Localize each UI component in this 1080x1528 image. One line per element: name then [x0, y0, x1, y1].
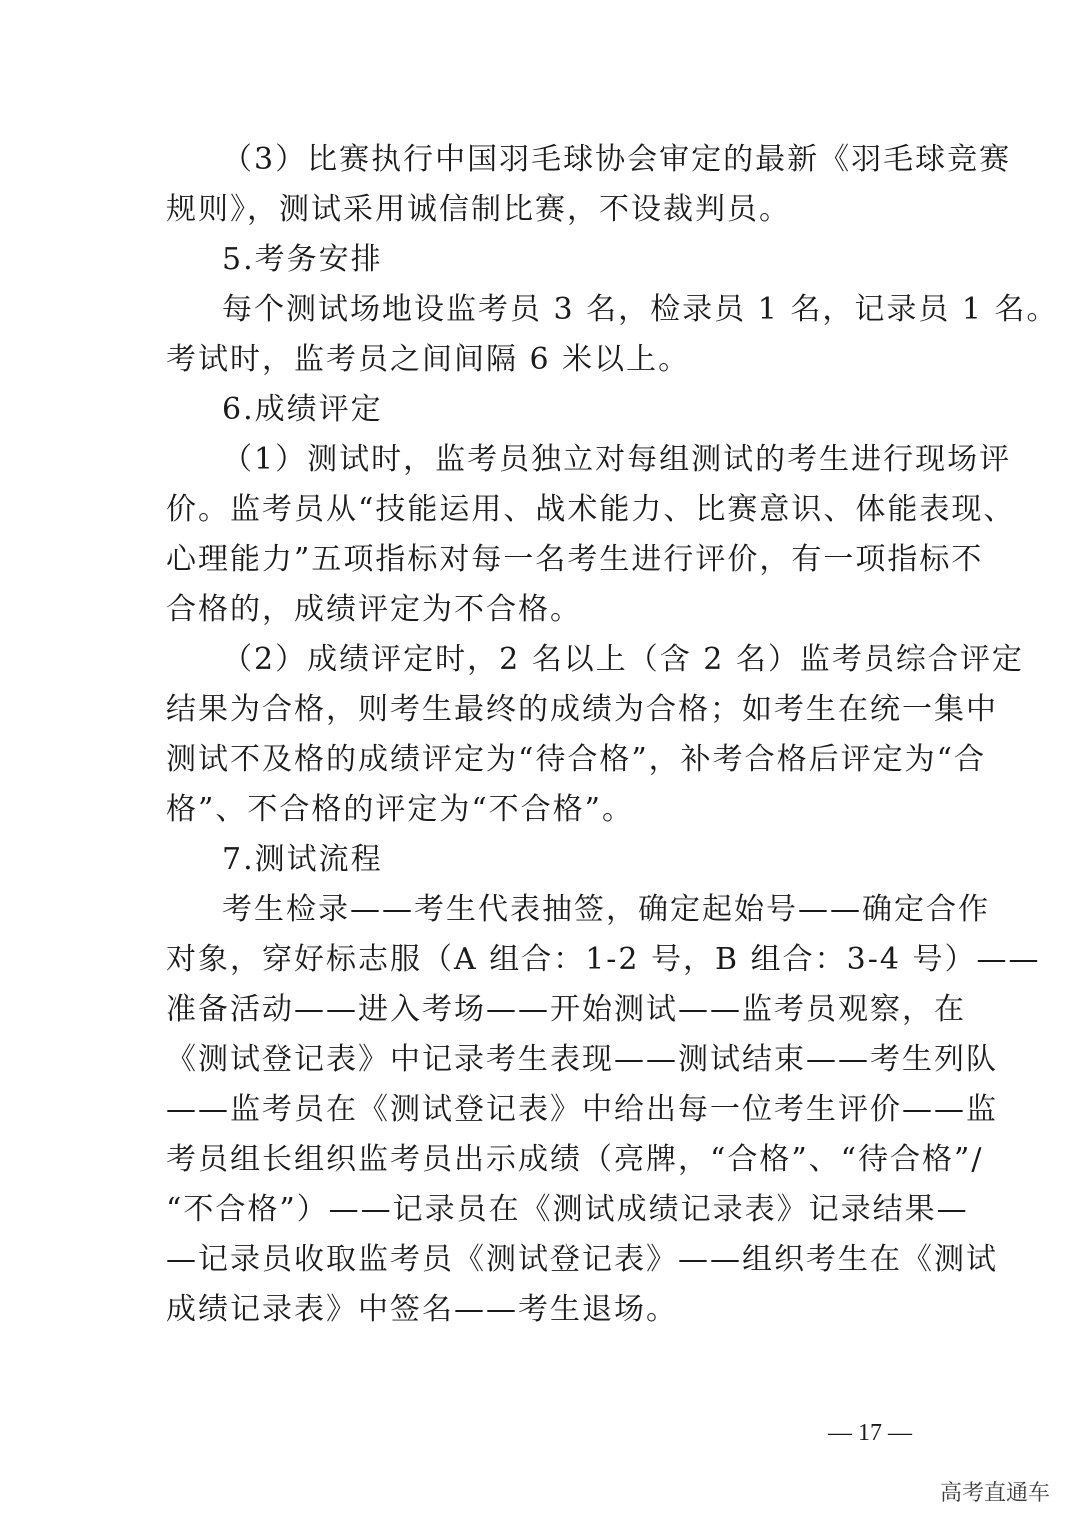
paragraph-line: 格”、不合格的评定为“不合格”。 [166, 792, 635, 827]
paragraph-line: 合格的，成绩评定为不合格。 [166, 592, 582, 627]
paragraph-line: “不合格”）——记录员在《测试成绩记录表》记录结果— [166, 1192, 969, 1227]
watermark-text: 高考直通车 [939, 1481, 1050, 1506]
paragraph-line: 规则》，测试采用诚信制比赛，不设裁判员。 [166, 192, 791, 227]
paragraph-line: 准备活动——进入考场——开始测试——监考员观察，在 [166, 992, 966, 1027]
paragraph-line: 结果为合格，则考生最终的成绩为合格；如考生在统一集中 [166, 692, 998, 727]
paragraph-line: ——监考员在《测试登记表》中给出每一位考生评价——监 [166, 1092, 998, 1127]
paragraph-line: 心理能力”五项指标对每一名考生进行评价，有一项指标不 [166, 542, 984, 577]
paragraph-line: （2）成绩评定时，2 名以上（含 2 名）监考员综合评定 [222, 642, 1024, 677]
paragraph-line: （3）比赛执行中国羽毛球协会审定的最新《羽毛球竞赛 [222, 142, 1012, 177]
paragraph-line: 考生检录——考生代表抽签，确定起始号——确定合作 [222, 892, 990, 927]
paragraph-line: 每个测试场地设监考员 3 名，检录员 1 名，记录员 1 名。 [222, 292, 1059, 327]
section-heading: 5.考务安排 [222, 242, 383, 277]
paragraph-line: 《测试登记表》中记录考生表现——测试结束——考生列队 [166, 1042, 998, 1077]
paragraph-line: 价。监考员从“技能运用、战术能力、比赛意识、体能表现、 [166, 492, 1016, 527]
paragraph-line: （1）测试时，监考员独立对每组测试的考生进行现场评 [222, 442, 1012, 477]
paragraph-line: 测试不及格的成绩评定为“待合格”，补考合格后评定为“合 [166, 742, 987, 777]
page-number: — 17 — [828, 1420, 912, 1446]
paragraph-line: 考试时，监考员之间间隔 6 米以上。 [166, 342, 691, 377]
section-heading: 7.测试流程 [222, 842, 383, 877]
paragraph-line: —记录员收取监考员《测试登记表》——组织考生在《测试 [166, 1242, 998, 1277]
section-heading: 6.成绩评定 [222, 392, 383, 427]
paragraph-line: 考员组长组织监考员出示成绩（亮牌，“合格”、“待合格”/ [166, 1142, 984, 1177]
paragraph-line: 成绩记录表》中签名——考生退场。 [166, 1292, 678, 1327]
paragraph-line: 对象，穿好标志服（A 组合：1-2 号，B 组合：3-4 号）—— [166, 942, 1041, 977]
